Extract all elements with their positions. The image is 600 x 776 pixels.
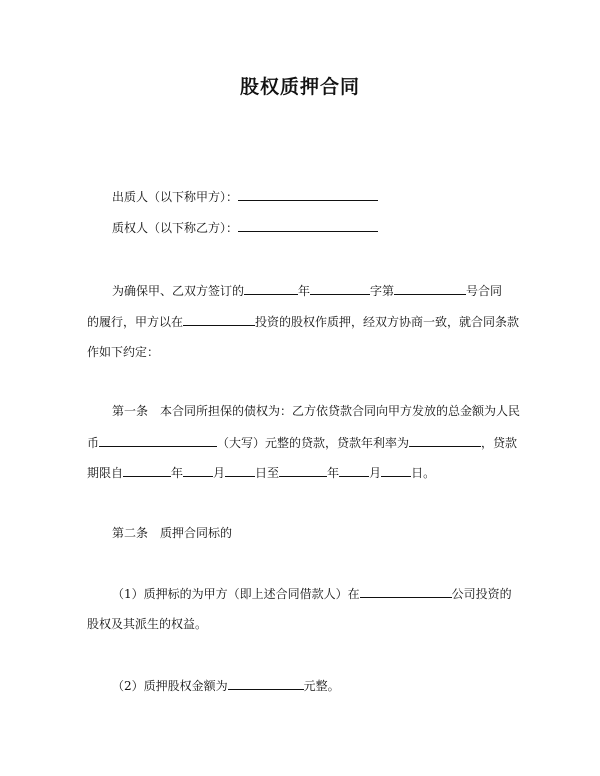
- pledgee-line: [112, 219, 378, 236]
- contract-year-blank[interactable]: [244, 282, 298, 295]
- start-year-label: 年: [171, 466, 184, 480]
- end-year-label: 年: [327, 466, 340, 480]
- company-name-blank[interactable]: [360, 585, 452, 598]
- item1-text-2: 公司投资的: [451, 587, 512, 601]
- end-month-blank[interactable]: [339, 464, 369, 477]
- preamble-line-2: [87, 313, 519, 330]
- end-day-label: 日。: [411, 466, 436, 480]
- contract-word-blank[interactable]: [310, 282, 370, 295]
- item2-text-2: 元整。: [303, 679, 340, 693]
- preamble-word-label: 字第: [370, 284, 395, 298]
- item1-text-1: （1）质押标的为甲方（即上述合同借款人）在: [112, 587, 360, 601]
- pledgee-blank[interactable]: [238, 219, 378, 232]
- item2-text-1: （2）质押股权金额为: [112, 679, 228, 693]
- preamble-text-2: 的履行，甲方以在: [87, 315, 184, 329]
- article2-item1-line-1: [112, 585, 512, 602]
- article2-heading: [112, 525, 232, 541]
- preamble-line-1: [112, 282, 502, 299]
- preamble-number-label: 号合同: [466, 284, 503, 298]
- article1-line-2: [87, 434, 517, 451]
- preamble-text-3: 投资的股权作质押，经双方协商一致，就合同条款: [255, 315, 520, 329]
- pledgor-label: 出质人（以下称甲方）：: [112, 190, 239, 204]
- end-year-blank[interactable]: [279, 464, 327, 477]
- article1-text-1: 第一条 本合同所担保的债权为：乙方依贷款合同向甲方发放的总金额为人民: [112, 404, 521, 418]
- start-day-label: 日至: [255, 466, 280, 480]
- article1-line-3: [87, 464, 435, 481]
- start-month-blank[interactable]: [183, 464, 213, 477]
- contract-number-blank[interactable]: [394, 282, 466, 295]
- start-month-label: 月: [213, 466, 226, 480]
- preamble-line-3: [87, 344, 159, 360]
- article1-currency-label: 币: [87, 436, 100, 450]
- preamble-text-1: 为确保甲、乙双方签订的: [112, 284, 245, 298]
- article1-line-1: [112, 403, 520, 419]
- preamble-year-label: 年: [298, 284, 311, 298]
- start-day-blank[interactable]: [225, 464, 255, 477]
- pledgor-blank[interactable]: [238, 188, 378, 201]
- article2-heading-text: 第二条 质押合同标的: [112, 526, 233, 540]
- loan-amount-blank[interactable]: [99, 434, 217, 447]
- end-day-blank[interactable]: [381, 464, 411, 477]
- item1-text-3: 股权及其派生的权益。: [87, 617, 208, 631]
- article2-item2-line: [112, 677, 340, 694]
- end-month-label: 月: [369, 466, 382, 480]
- document-title: 股权质押合同: [239, 76, 360, 98]
- article1-term-label: 期限自: [87, 466, 124, 480]
- article2-item1-line-2: [87, 616, 207, 632]
- invest-company-blank[interactable]: [183, 313, 255, 326]
- preamble-text-4: 作如下约定：: [87, 345, 160, 359]
- interest-rate-blank[interactable]: [409, 434, 481, 447]
- pledgee-label: 质权人（以下称乙方）：: [112, 221, 239, 235]
- pledge-amount-blank[interactable]: [228, 677, 304, 690]
- start-year-blank[interactable]: [123, 464, 171, 477]
- pledgor-line: [112, 188, 378, 205]
- article1-text-3: ，贷款: [481, 436, 518, 450]
- article1-text-2: （大写）元整的贷款，贷款年利率为: [217, 436, 410, 450]
